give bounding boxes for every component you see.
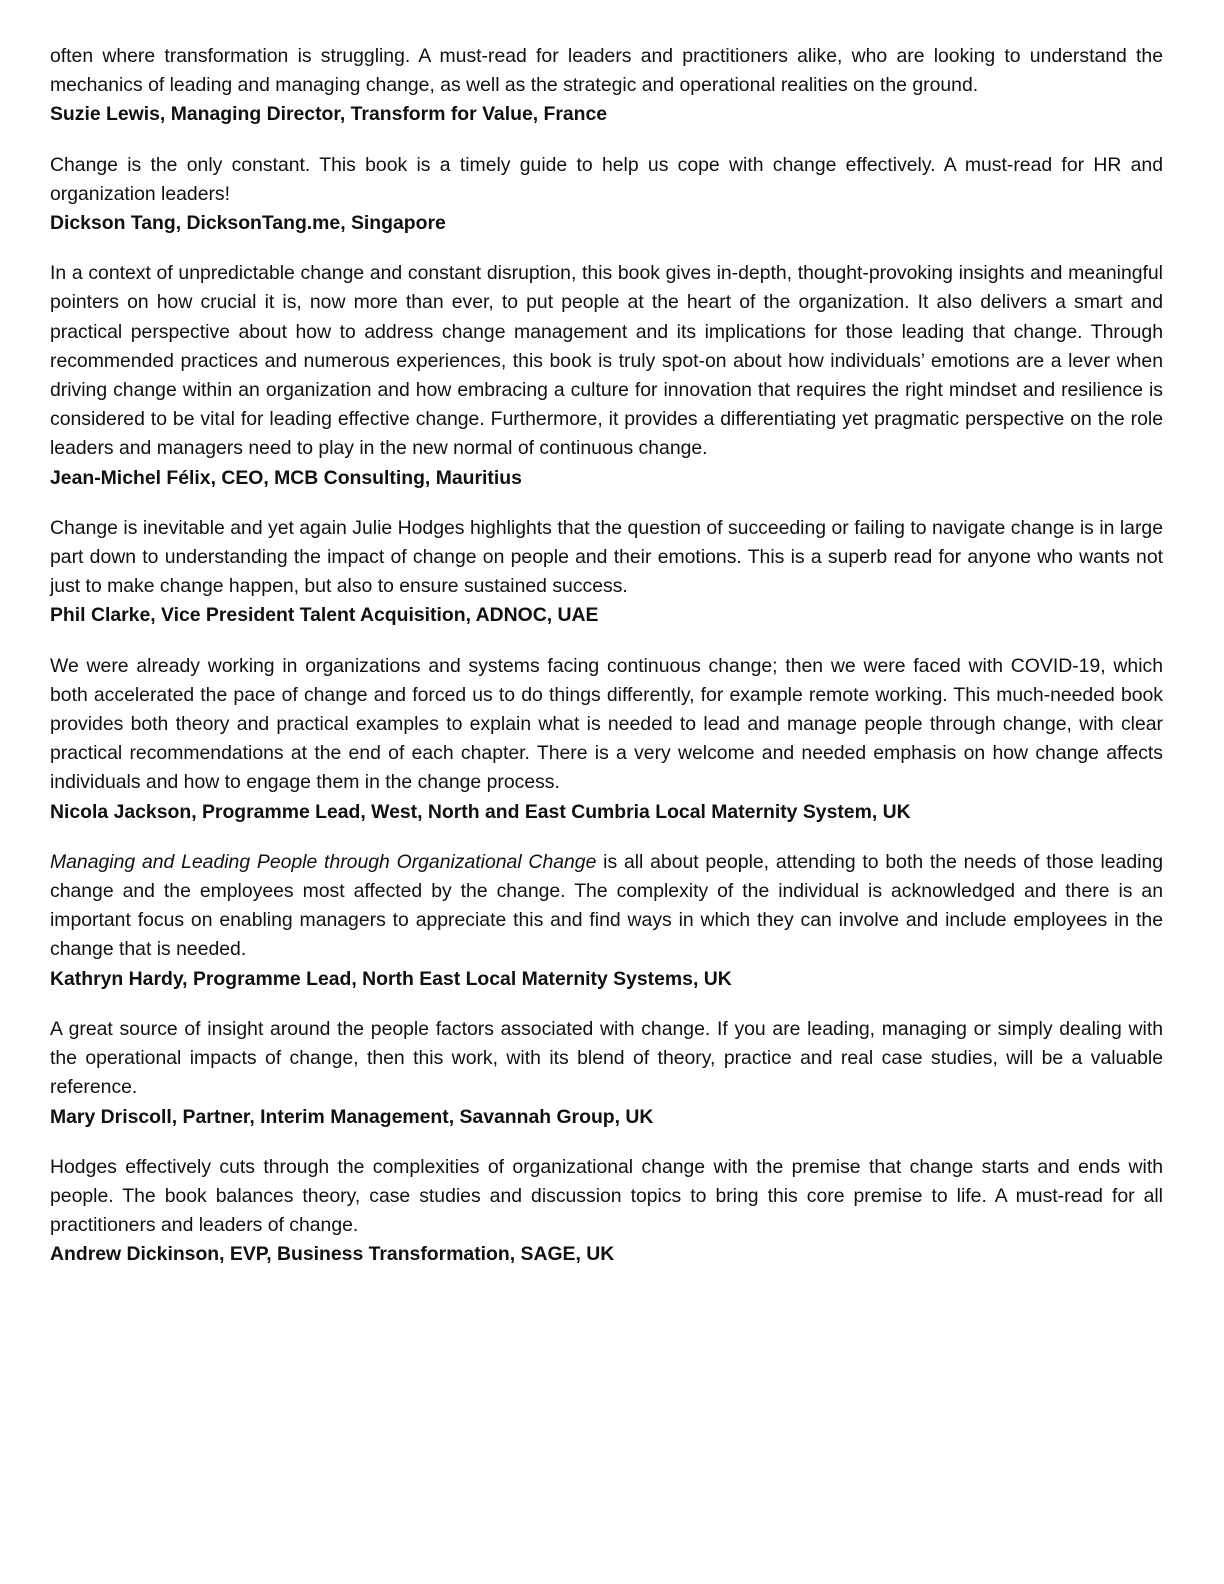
endorsement-quote: A great source of insight around the people factors associated with change. If you are leading, managing or simply dealing with the operational impacts of change, then this work, with its blend of theory, practice and real case studies, will be a valuable reference.: [50, 1017, 1163, 1099]
endorsement-attribution: Dickson Tang, DicksonTang.me, Singapore: [50, 212, 446, 235]
endorsement: [50, 848, 1163, 994]
endorsement: [50, 151, 1163, 239]
endorsement-attribution: Mary Driscoll, Partner, Interim Management, Savannah Group, UK: [50, 1105, 654, 1128]
endorsement-attribution: Jean-Michel Félix, CEO, MCB Consulting, Mauritius: [50, 466, 522, 489]
endorsement-attribution: Phil Clarke, Vice President Talent Acquisition, ADNOC, UAE: [50, 604, 599, 627]
book-title: Managing and Leading People through Organizational Change: [50, 850, 597, 873]
endorsement: [50, 1015, 1163, 1132]
endorsements-page: [50, 42, 1163, 1291]
endorsement-attribution: Suzie Lewis, Managing Director, Transform for Value, France: [50, 103, 608, 126]
endorsement-quote: Change is inevitable and yet again Julie Hodges highlights that the question of succeeding or failing to navigate change is in large part down to understanding the impact of change on people and their emotions. This is a superb read for anyone who wants not just to make change happen, but also to ensure sustained success.: [50, 516, 1163, 598]
endorsement-quote: [50, 848, 1163, 965]
endorsement-attribution: Nicola Jackson, Programme Lead, West, North and East Cumbria Local Maternity System, UK: [50, 800, 911, 823]
endorsement-attribution: Andrew Dickinson, EVP, Business Transformation, SAGE, UK: [50, 1243, 615, 1266]
endorsement: [50, 42, 1163, 130]
endorsement: [50, 514, 1163, 631]
endorsement-quote: We were already working in organizations and systems facing continuous change; then we were faced with COVID-19, which both accelerated the pace of change and forced us to do things differently, for example remote working. This much-needed book provides both theory and practical examples to explain what is needed to lead and manage people through change, with clear practical recommendations at the end of each chapter. There is a very welcome and needed emphasis on how change affects individuals and how to engage them in the change process.: [50, 654, 1163, 794]
endorsement-quote: Hodges effectively cuts through the complexities of organizational change with the premise that change starts and ends with people. The book balances theory, case studies and discussion topics to bring this core premise to life. A must-read for all practitioners and leaders of change.: [50, 1155, 1163, 1237]
endorsement: [50, 259, 1163, 493]
endorsement-quote-text: is all about people, attending to both the needs of those leading change and the employees most affected by the change. The complexity of the individual is acknowledged and there is an important focus on enabling managers to appreciate this and find ways in which they can involve and include employees in the change that is needed.: [50, 850, 1163, 961]
endorsement-quote: often where transformation is struggling. A must-read for leaders and practitioners alike, who are looking to understand the mechanics of leading and managing change, as well as the strategic and operational realities on the ground.: [50, 45, 1163, 97]
endorsement-quote: In a context of unpredictable change and constant disruption, this book gives in-depth, thought-provoking insights and meaningful pointers on how crucial it is, now more than ever, to put people at the heart of the organization. It also delivers a smart and practical perspective about how to address change management and its implications for those leading that change. Through recommended practices and numerous experiences, this book is truly spot-on about how individuals’ emotions are a lever when driving change within an organization and how embracing a culture for innovation that requires the right mindset and resilience is considered to be vital for leading effective change. Furthermore, it provides a differentiating yet pragmatic perspective on the role leaders and managers need to play in the new normal of continuous change.: [50, 262, 1163, 460]
endorsement-quote: Change is the only constant. This book is a timely guide to help us cope with change effectively. A must-read for HR and organization leaders!: [50, 153, 1163, 205]
endorsement-attribution: Kathryn Hardy, Programme Lead, North East Local Maternity Systems, UK: [50, 967, 732, 990]
endorsement: [50, 1153, 1163, 1270]
endorsement: [50, 652, 1163, 827]
